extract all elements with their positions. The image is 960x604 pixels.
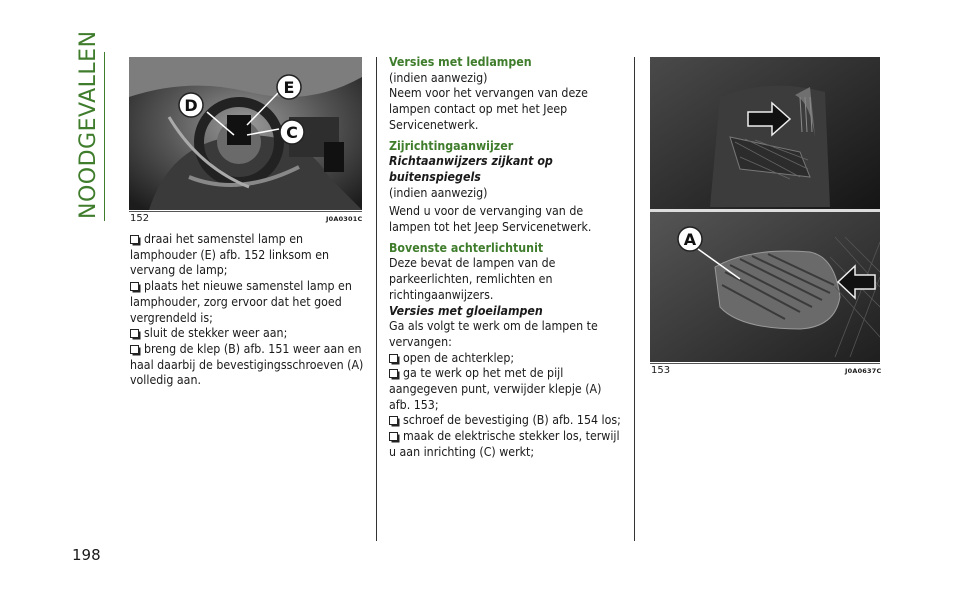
- figure-153-image: [650, 57, 880, 362]
- figure-153-code: J0A0637C: [845, 367, 882, 375]
- column-2-text: [389, 55, 625, 461]
- figure-152-label-c: C: [286, 123, 298, 142]
- bullet-item: sluit de stekker weer aan;: [130, 326, 366, 342]
- subheading-bulb-versions: Versies met gloeilampen: [389, 303, 543, 318]
- page-number: 198: [72, 546, 101, 564]
- section-rule: [104, 52, 105, 221]
- figure-152-code: J0A0301C: [326, 215, 363, 223]
- paragraph: Deze bevat de lampen van de parkeerlichten, remlichten en richtingaanwijzers.: [389, 256, 556, 302]
- paragraph: Ga als volgt te werk om de lampen te vervangen:: [389, 319, 598, 349]
- figure-152-label-e: E: [283, 78, 295, 97]
- figure-153-number: 153: [651, 365, 671, 376]
- heading-led-versions: Versies met ledlampen: [389, 55, 532, 69]
- column-divider-1: [376, 57, 377, 541]
- bullet-item: breng de klep (B) afb. 151 weer aan en haal daarbij de bevestigingsschroeven (A) volledig aan.: [130, 342, 366, 389]
- column-divider-2: [634, 57, 635, 541]
- bullet-item: open de achterklep;: [389, 351, 625, 367]
- bullet-item: schroef de bevestiging (B) afb. 154 los;: [389, 413, 625, 429]
- paragraph: (indien aanwezig): [389, 185, 488, 200]
- heading-upper-tail-light: Bovenste achterlichtunit: [389, 240, 544, 255]
- figure-153-caption-rule: [650, 363, 880, 364]
- paragraph: (indien aanwezig): [389, 70, 488, 85]
- section-title: NOODGEVALLEN: [76, 30, 101, 219]
- subheading-mirror-signals: Richtaanwijzers zijkant op buitenspiegels: [389, 154, 553, 184]
- bullet-item: ga te werk op het met de pijl aangegeven punt, verwijder klepje (A) afb. 153;: [389, 366, 625, 413]
- bullet-item: maak de elektrische stekker los, terwijl u aan inrichting (C) werkt;: [389, 429, 625, 460]
- figure-152-caption-rule: [129, 211, 362, 212]
- figure-153-label-a: A: [683, 230, 697, 249]
- figure-152-image: [129, 57, 362, 210]
- paragraph: Wend u voor de vervanging van de lampen tot het Jeep Servicenetwerk.: [389, 204, 592, 235]
- paragraph: Neem voor het vervangen van deze lampen contact op met het Jeep Servicenetwerk.: [389, 86, 588, 132]
- bullet-item: plaats het nieuwe samenstel lamp en lamphouder, zorg ervoor dat het goed vergrendeld is;: [130, 279, 366, 326]
- heading-turn-signal: Zijrichtingaanwijzer: [389, 138, 514, 153]
- bullet-item: draai het samenstel lamp en lamphouder (E) afb. 152 linksom en vervang de lamp;: [130, 232, 366, 279]
- column-1-text: [130, 232, 366, 389]
- figure-152-label-d: D: [184, 96, 198, 115]
- figure-152-number: 152: [130, 213, 150, 224]
